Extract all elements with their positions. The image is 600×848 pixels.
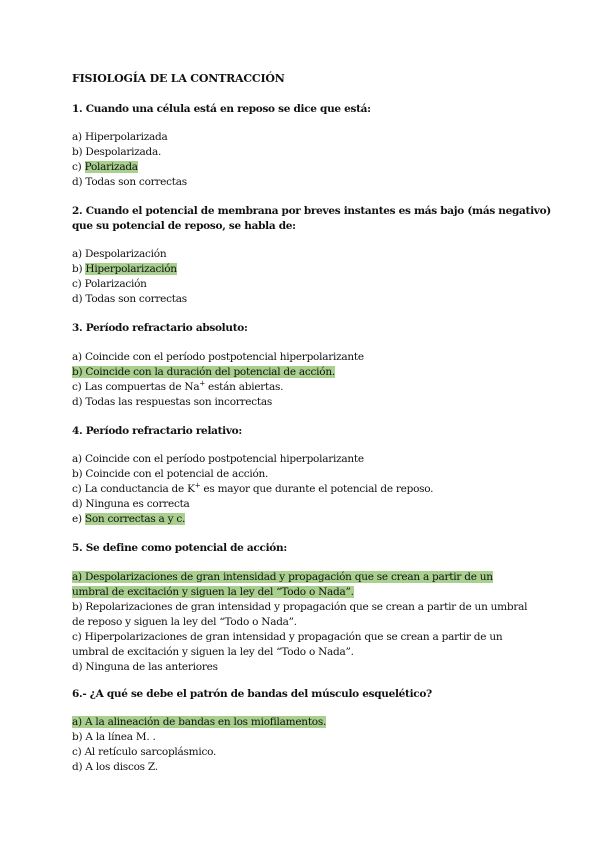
option-2c: c) Polarización xyxy=(72,278,147,290)
question-5: 5. Se define como potencial de acción: xyxy=(72,542,287,554)
option-2a: a) Despolarización xyxy=(72,248,167,260)
question-5-options xyxy=(72,570,532,675)
option-4b: b) Coincide con el potencial de acción. xyxy=(72,468,269,480)
option-5c: c) Hiperpolarizaciones de gran intensidad y propagación que se crean a partir de un umbral de excitación y siguen la ley del “Todo o Nada”. xyxy=(72,631,503,658)
question-3-options xyxy=(72,350,532,410)
option-3d: d) Todas las respuestas son incorrectas xyxy=(72,396,273,408)
option-6d: d) A los discos Z. xyxy=(72,761,158,773)
question-3: 3. Período refractario absoluto: xyxy=(72,322,248,334)
option-1c: c) Polarizada xyxy=(72,161,138,173)
highlighted-answer: a) Despolarizaciones de gran intensidad y propagación que se crean a partir de un umbral de excitación y siguen la ley del “Todo o Nada”. xyxy=(72,571,493,598)
highlighted-answer: a) A la alineación de bandas en los miofilamentos. xyxy=(72,716,327,728)
question-6: 6.- ¿A qué se debe el patrón de bandas del músculo esquelético? xyxy=(72,688,432,700)
document-title: FISIOLOGÍA DE LA CONTRACCIÓN xyxy=(72,72,285,85)
highlighted-answer: Polarizada xyxy=(84,161,138,173)
option-6a xyxy=(72,715,532,730)
highlighted-answer: b) Coincide con la duración del potencial de acción. xyxy=(72,366,335,378)
option-2b: b) Hiperpolarización xyxy=(72,263,177,275)
option-6c: c) Al retículo sarcoplásmico. xyxy=(72,746,217,758)
option-1a: a) Hiperpolarizada xyxy=(72,131,168,143)
option-4d: d) Ninguna es correcta xyxy=(72,498,190,510)
option-4a: a) Coincide con el período postpotencial hiperpolarizante xyxy=(72,453,364,465)
option-3c: c) Las compuertas de Na+ están abiertas. xyxy=(72,379,284,393)
option-5a xyxy=(72,570,532,600)
question-6-options xyxy=(72,715,532,775)
option-6b: b) A la línea M. . xyxy=(72,731,156,743)
option-5d: d) Ninguna de las anteriores xyxy=(72,661,218,673)
highlighted-answer: Hiperpolarización xyxy=(85,263,177,275)
option-5b: b) Repolarizaciones de gran intensidad y propagación que se crean a partir de un umbral de reposo y siguen la ley del “Todo o Nada”. xyxy=(72,601,528,628)
question-1: 1. Cuando una célula está en reposo se dice que está: xyxy=(72,103,371,115)
option-4e: e) Son correctas a y c. xyxy=(72,513,186,525)
question-4: 4. Período refractario relativo: xyxy=(72,425,242,437)
question-2-options xyxy=(72,247,532,307)
option-2d: d) Todas son correctas xyxy=(72,293,187,305)
option-4c: c) La conductancia de K+ es mayor que durante el potencial de reposo. xyxy=(72,481,434,495)
question-2: 2. Cuando el potencial de membrana por breves instantes es más bajo (más negativo) que su potencial de reposo, se habla de: xyxy=(72,205,551,232)
highlighted-answer: Son correctas a y c. xyxy=(84,513,186,525)
question-4-options xyxy=(72,452,532,527)
question-1-options xyxy=(72,130,532,190)
option-3b xyxy=(72,365,532,380)
option-1d: d) Todas son correctas xyxy=(72,176,187,188)
option-3a: a) Coincide con el período postpotencial hiperpolarizante xyxy=(72,351,364,363)
option-1b: b) Despolarizada. xyxy=(72,146,162,158)
